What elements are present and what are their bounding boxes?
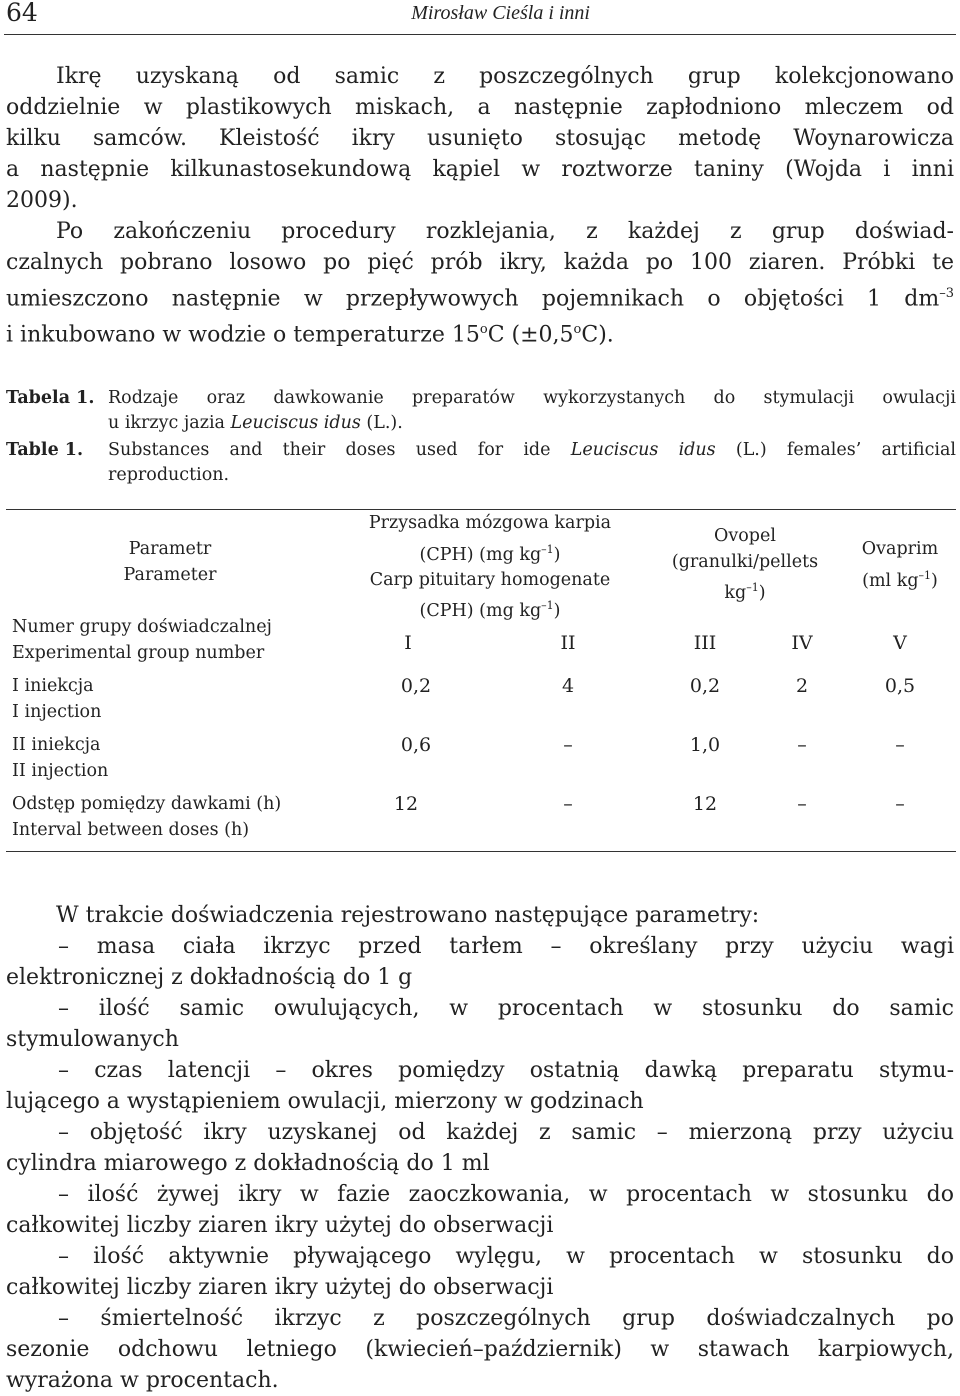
text-line xyxy=(6,314,954,350)
text-line: Po zakończeniu procedury rozklejania, z każdej z grup doświad- xyxy=(56,219,954,244)
paragraph-2 xyxy=(6,216,954,351)
table-cell: 0,6 xyxy=(400,734,432,756)
table-cell: II xyxy=(560,632,576,654)
caption-text: Substances and their doses used for ide xyxy=(108,440,571,460)
text-line: czalnych pobrano losowo po pięć prób ikry, każda po 100 ziaren. Próbki te xyxy=(6,250,954,275)
header-text: ) xyxy=(758,582,766,603)
header-text: ) xyxy=(553,601,561,622)
header-ovopel-line: Ovopel xyxy=(714,526,776,546)
caption-text: u ikrzyc jazia xyxy=(108,413,231,433)
caption-text-en: reproduction. xyxy=(108,465,230,485)
header-text: (CPH) (mg kg xyxy=(419,544,542,565)
caption-text: (L.). xyxy=(360,413,403,433)
table-cell: 0,2 xyxy=(400,675,432,697)
table-cell: III xyxy=(693,632,717,654)
row-label-pl: II iniekcja xyxy=(12,735,101,755)
row-label-pl: Odstęp pomiędzy dawkami (h) xyxy=(12,794,282,814)
table-cell: V xyxy=(893,632,907,654)
header-parameter-pl: Parametr xyxy=(128,539,212,559)
text-line: W trakcie doświadczenia rejestrowano następujące parametry: xyxy=(56,903,760,928)
superscript: –1 xyxy=(918,568,932,582)
list-item: – ilość aktywnie pływającego wylęgu, w procentach w stosunku do xyxy=(58,1244,954,1269)
superscript: –1 xyxy=(541,599,554,613)
table-cell: 12 xyxy=(393,793,419,815)
list-item: – ilość samic owulujących, w procentach w stosunku do samic xyxy=(58,996,954,1021)
header-ovaprim-line: Ovaprim xyxy=(861,539,939,559)
text-line: całkowitej liczby ziaren ikry użytej do obserwacji xyxy=(6,1213,554,1238)
row-label-en: II injection xyxy=(12,760,109,781)
row-label-interval xyxy=(12,792,281,843)
degree-superscript: o xyxy=(479,322,488,338)
table-cell: – xyxy=(797,734,807,756)
temperature-text: i inkubowano w wodzie o temperaturze 15 xyxy=(6,322,480,348)
table-cell: – xyxy=(797,793,807,815)
table-caption xyxy=(6,386,956,496)
table-cell: 4 xyxy=(561,675,575,697)
list-item: – czas latencji – okres pomiędzy ostatnią dawką preparatu stymu- xyxy=(58,1058,954,1083)
row-label-pl: Numer grupy doświadczalnej xyxy=(12,617,272,637)
list-item: – ilość żywej ikry w fazie zaoczkowania, w procentach w stosunku do xyxy=(58,1182,954,1207)
header-text: (CPH) (mg kg xyxy=(419,601,542,622)
header-text: (ml kg xyxy=(862,570,919,591)
text-line xyxy=(6,278,954,314)
header-parameter-en: Parameter xyxy=(123,564,217,585)
caption-text-pl: Rodzaje oraz dawkowanie preparatów wykorzystanych do stymulacji owulacji xyxy=(108,388,956,408)
table-cell: 0,2 xyxy=(689,675,721,697)
header-cph-line xyxy=(340,593,640,624)
temperature-mid: C (±0,5 xyxy=(487,322,574,348)
text-line: oddzielnie w plastikowych miskach, a następnie zapłodniono mleczem od xyxy=(6,95,954,120)
header-cph-line xyxy=(340,537,640,568)
header-rule xyxy=(4,34,956,35)
header-ovaprim xyxy=(840,537,960,594)
header-ovopel xyxy=(650,524,840,606)
header-parameter xyxy=(60,537,280,588)
species-name: Leuciscus idus xyxy=(570,440,716,460)
caption-text-en xyxy=(108,438,956,463)
table-cell: I xyxy=(404,632,412,654)
page-number: 64 xyxy=(6,0,38,27)
row-label-en: I injection xyxy=(12,701,102,722)
text-line: wyrażona w procentach. xyxy=(6,1368,279,1393)
volume-text: umieszczono następnie w przepływowych pojemnikach o objętości 1 dm xyxy=(6,286,940,312)
header-ovopel-line xyxy=(650,575,840,606)
text-line: elektronicznej z dokładnością do 1 g xyxy=(6,965,413,990)
caption-label-en: Table 1. xyxy=(6,440,84,460)
paragraph-3 xyxy=(6,900,954,1396)
header-cph-line: Carp pituitary homogenate xyxy=(369,569,611,590)
text-line: kilku samców. Kleistość ikry usunięto stosując metodę Woynarowicza xyxy=(6,126,954,151)
temperature-end: C). xyxy=(581,322,614,348)
caption-text: (L.) females’ artificial xyxy=(715,440,957,460)
text-line: lującego a wystąpieniem owulacji, mierzony w godzinach xyxy=(6,1089,644,1114)
table-cell: 12 xyxy=(692,793,718,815)
header-ovaprim-line xyxy=(840,563,960,594)
paragraph-1 xyxy=(6,61,954,216)
header-text: ) xyxy=(931,570,938,591)
text-line: sezonie odchowu letniego (kwiecień–październik) w stawach karpiowych, xyxy=(6,1337,954,1362)
list-item: – masa ciała ikrzyc przed tarłem – określany przy użyciu wagi xyxy=(58,934,954,959)
superscript: –3 xyxy=(939,286,954,301)
row-label-pl: I iniekcja xyxy=(12,676,94,696)
header-ovopel-line: (granulki/pellets xyxy=(671,551,819,572)
text-line: Ikrę uzyskaną od samic z poszczególnych grup kolekcjonowano xyxy=(56,64,954,89)
row-label-first-injection xyxy=(12,674,101,725)
superscript: –1 xyxy=(541,542,554,556)
header-text: ) xyxy=(553,544,561,565)
list-item: – objętość ikry uzyskanej od każdej z samic – mierzoną przy użyciu xyxy=(58,1120,954,1145)
table-bottom-rule xyxy=(6,851,956,852)
table-cell: 2 xyxy=(795,675,809,697)
row-label-en: Interval between doses (h) xyxy=(12,819,250,840)
text-line: a następnie kilkunastosekundową kąpiel w roztworze taniny (Wojda i inni xyxy=(6,157,954,182)
row-label-en: Experimental group number xyxy=(12,642,265,663)
table-cell: 0,5 xyxy=(884,675,916,697)
species-name: Leuciscus idus xyxy=(230,413,361,433)
header-cph xyxy=(340,511,640,625)
table-cell: – xyxy=(563,734,573,756)
header-text: kg xyxy=(724,582,747,603)
table-cell: IV xyxy=(791,632,813,654)
text-line: 2009). xyxy=(6,188,78,213)
table-cell: – xyxy=(563,793,573,815)
text-line: cylindra miarowego z dokładnością do 1 ml xyxy=(6,1151,490,1176)
running-title: Mirosław Cieśla i inni xyxy=(411,2,590,24)
table-cell: – xyxy=(895,793,905,815)
table-cell: 1,0 xyxy=(689,734,721,756)
table-cell: – xyxy=(895,734,905,756)
table-top-rule xyxy=(6,509,956,510)
superscript: –1 xyxy=(746,581,759,594)
degree-superscript: o xyxy=(573,322,582,338)
row-label-group-number xyxy=(12,615,272,666)
text-line: całkowitej liczby ziaren ikry użytej do obserwacji xyxy=(6,1275,554,1300)
caption-text-pl xyxy=(108,411,956,436)
caption-label-pl: Tabela 1. xyxy=(6,388,95,408)
text-line: stymulowanych xyxy=(6,1027,179,1052)
list-item: – śmiertelność ikrzyc z poszczególnych grup doświadczalnych po xyxy=(58,1306,954,1331)
header-cph-line: Przysadka mózgowa karpia xyxy=(368,513,612,533)
row-label-second-injection xyxy=(12,733,108,784)
